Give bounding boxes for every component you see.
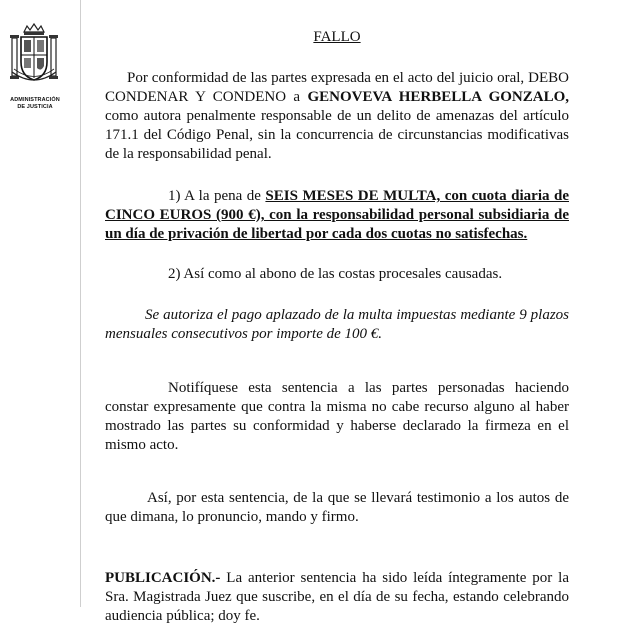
paragraph-notification: Notifíquese esta sentencia a las partes personadas haciendo constar expresamente que contra la misma no cabe recurso alguno al haber mostrado las partes su conformidad y haberse declarado la firmeza en el mismo acto. [105,380,569,453]
document-title: FALLO [313,29,361,45]
paragraph-penalty [105,187,569,244]
paragraph-signature: Así, por esta sentencia, de la que se llevará testimonio a los autos de que dimana, lo pronuncio, mando y firmo. [105,490,569,525]
paragraph-publication [105,569,569,626]
paragraph-costs: 2) Así como al abono de las costas procesales causadas. [168,266,503,282]
coat-of-arms-icon [8,22,60,90]
document-body [105,28,569,626]
defendant-name: GENOVEVA HERBELLA GONZALO, [307,89,569,105]
ruling-intro: Por conformidad de las partes expresada en el acto del juicio oral, [127,70,529,86]
admin-label-line1: ADMINISTRACIÓN [10,97,60,103]
ruling-connector: a [286,89,308,105]
ruling-rest: como autora penalmente responsable de un delito de amenazas del artículo 171.1 del Código Penal, sin la concurrencia de circunstancias modificativas de la responsabilidad penal. [105,108,569,162]
margin-line [80,0,81,607]
admin-label-line2: DE JUSTICIA [17,104,53,110]
publication-label: PUBLICACIÓN.- [105,570,221,586]
admin-label [2,97,68,111]
penalty-intro: 1) A la pena de [168,188,266,204]
paragraph-payment: Se autoriza el pago aplazado de la multa impuestas mediante 9 plazos mensuales consecutivos por importe de 100 €. [105,307,569,342]
paragraph-ruling [105,69,569,164]
publication-text: La anterior sentencia ha sido leída íntegramente por la Sra. Magistrada Juez que suscribe, en el día de su fecha, estando celebrando audiencia pública; doy fe. [105,570,569,624]
ruling-verdict: DEBO CONDENAR Y CONDENO [105,70,569,105]
penalty-detail: SEIS MESES DE MULTA, con cuota diaria de CINCO EUROS (900 €), con la responsabilidad personal subsidiaria de un día de privación de libertad por cada dos cuotas no satisfechas. [105,188,569,242]
